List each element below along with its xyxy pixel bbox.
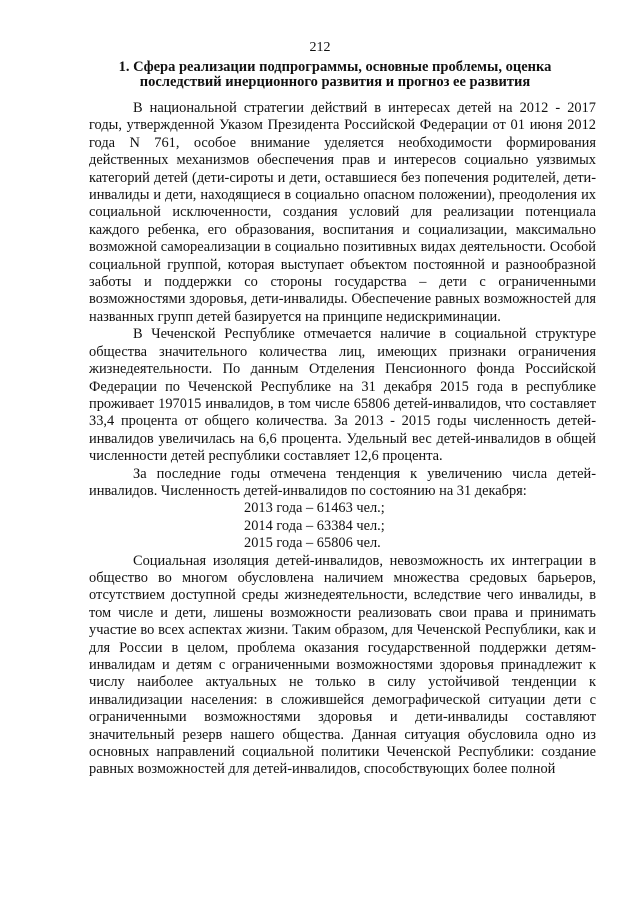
paragraph-trend: За последние годы отмечена тенденция к увеличению числа детей-инвалидов. Численность детей-инвалидов по состоянию на 31 декабря: [89, 465, 596, 499]
section-heading-line-2: последствий инерционного развития и прогноз ее развития [139, 74, 531, 90]
paragraph-statistics: В Чеченской Республике отмечается наличие в социальной структуре общества значительного количества лиц, имеющих признаки ограничения жизнедеятельности. По данным Отделения Пенсионного фонда Российской Федерации по Чеченской Республике на 31 декабря 2015 года в республике проживает 197015 инвалидов, в том числе 65806 детей-инвалидов, что составляет 33,4 процента от общего количества. За 2013 - 2015 годы численность детей-инвалидов увеличилась на 6,6 процента. Удельный вес детей-инвалидов в общей численности детей республики составляет 12,6 процента. [89, 326, 596, 465]
paragraph-social-isolation: Социальная изоляция детей-инвалидов, невозможность их интеграции в общество во многом обусловлена наличием множества средовых барьеров, отсутствием доступной среды жизнедеятельности, вследствие чего инвалиды, в том числе и дети, лишены возможности реализовать свои права и принимать участие во всех аспектах жизни. Таким образом, для Чеченской Республики, как и для России в целом, проблема оказания государственной поддержки детям-инвалидам и детям с ограниченными возможностями здоровья принадлежит к числу наиболее актуальных не только в силу устойчивой тенденции к инвалидизации населения: в сложившейся демографической ситуации дети с ограниченными возможностями здоровья и дети-инвалиды составляют значительный резерв нашего общества. Данная ситуация обусловила одно из основных направлений социальной политики Чеченской Республики: создание равных возможностей для детей-инвалидов, способствующих более полной [89, 552, 596, 778]
page-number: 212 [309, 40, 331, 55]
section-heading-line-1: 1. Сфера реализации подпрограммы, основные проблемы, оценка [118, 59, 552, 75]
count-item-2015: 2015 года – 65806 чел. [244, 535, 381, 552]
count-item-2014: 2014 года – 63384 чел.; [244, 517, 385, 534]
paragraph-strategy: В национальной стратегии действий в интересах детей на 2012 - 2017 годы, утвержденной Указом Президента Российской Федерации от 01 июня 2012 года N 761, особое внимание уделяется необходимости формирования действенных механизмов обеспечения прав и интересов социально уязвимых категорий детей (дети-сироты и дети, оставшиеся без попечения родителей, дети-инвалиды и дети, находящиеся в социально опасном положении), преодоления их социальной исключенности, создания условий для реализации потенциала каждого ребенка, его образования, воспитания и социализации, максимально возможной самореализации в социально позитивных видах деятельности. Особой социальной группой, которая выступает объектом постоянной и разнообразной заботы и поддержки со стороны государства – дети с ограниченными возможностями здоровья, дети-инвалиды. Обеспечение равных возможностей для названных групп детей базируется на принципе недискриминации. [89, 100, 596, 325]
count-item-2013: 2013 года – 61463 чел.; [244, 500, 385, 517]
disabled-children-count-list [89, 500, 596, 552]
section-heading [100, 60, 570, 90]
body-text [89, 100, 596, 779]
